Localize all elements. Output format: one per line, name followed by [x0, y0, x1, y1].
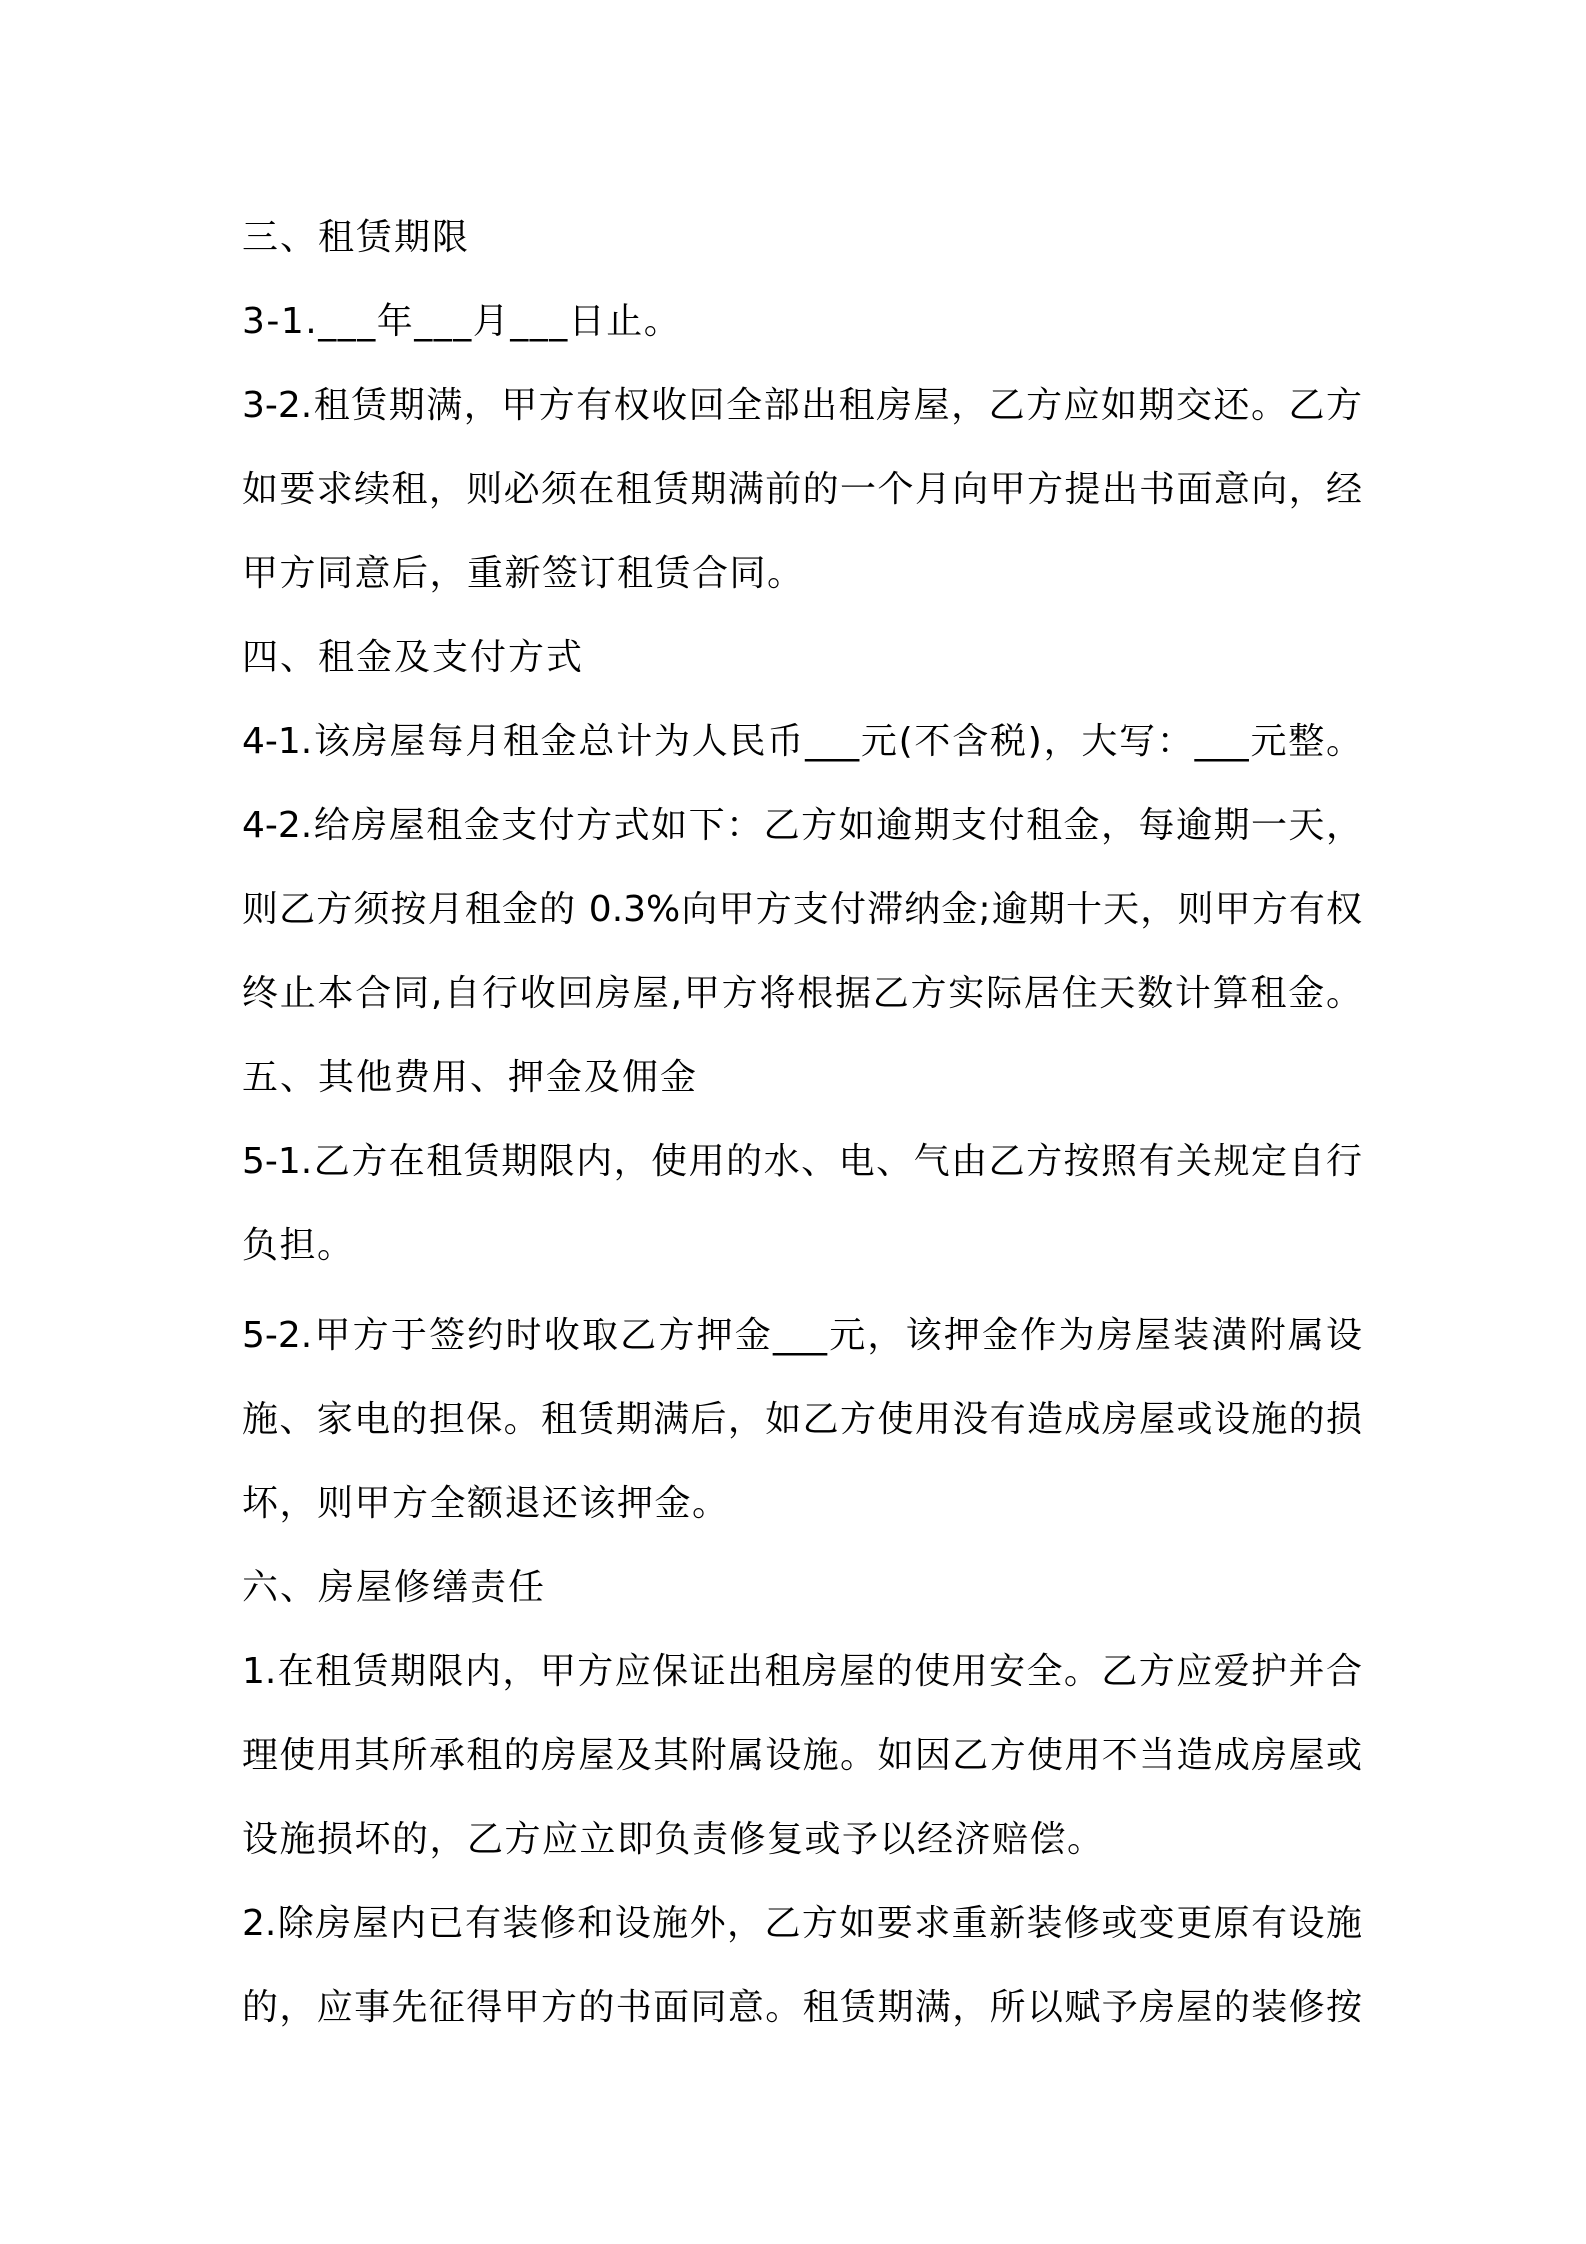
section-heading-lease-term: 三、租赁期限	[242, 217, 471, 258]
clause-3-2-line-3: 甲方同意后，重新签订租赁合同。	[242, 553, 805, 594]
document-page	[242, 196, 1362, 2050]
clause-4-2-line-1: 4-2.给房屋租金支付方式如下：乙方如逾期支付租金，每逾期一天，	[242, 805, 1362, 846]
clause-5-2-line-3: 坏，则甲方全额退还该押金。	[242, 1483, 730, 1524]
section-heading-repair-responsibility: 六、房屋修缮责任	[242, 1567, 547, 1608]
clause-6-1-line-3: 设施损坏的，乙方应立即负责修复或予以经济赔偿。	[242, 1819, 1105, 1860]
clause-5-1-line-1: 5-1.乙方在租赁期限内，使用的水、电、气由乙方按照有关规定自行	[242, 1141, 1362, 1182]
clause-3-1: 3-1.___年___月___日止。	[242, 301, 682, 342]
clause-4-1: 4-1.该房屋每月租金总计为人民币___元(不含税)，大写：___元整。	[242, 721, 1362, 762]
clause-5-2-line-2: 施、家电的担保。租赁期满后，如乙方使用没有造成房屋或设施的损	[242, 1399, 1362, 1440]
clause-4-2-line-3: 终止本合同,自行收回房屋,甲方将根据乙方实际居住天数计算租金。	[242, 973, 1362, 1014]
clause-3-2-line-1: 3-2.租赁期满，甲方有权收回全部出租房屋，乙方应如期交还。乙方	[242, 385, 1362, 426]
clause-5-2-line-1: 5-2.甲方于签约时收取乙方押金___元，该押金作为房屋装潢附属设	[242, 1315, 1362, 1356]
clause-6-2-line-1: 2.除房屋内已有装修和设施外，乙方如要求重新装修或变更原有设施	[242, 1903, 1362, 1944]
clause-6-1-line-1: 1.在租赁期限内，甲方应保证出租房屋的使用安全。乙方应爱护并合	[242, 1651, 1362, 1692]
clause-6-1-line-2: 理使用其所承租的房屋及其附属设施。如因乙方使用不当造成房屋或	[242, 1735, 1362, 1776]
clause-3-2-line-2: 如要求续租，则必须在租赁期满前的一个月向甲方提出书面意向，经	[242, 469, 1362, 510]
clause-4-2-line-2: 则乙方须按月租金的 0.3%向甲方支付滞纳金;逾期十天，则甲方有权	[242, 889, 1362, 930]
section-heading-other-fees: 五、其他费用、押金及佣金	[242, 1057, 699, 1098]
clause-6-2-line-2: 的，应事先征得甲方的书面同意。租赁期满，所以赋予房屋的装修按	[242, 1987, 1362, 2028]
section-heading-rent-payment: 四、租金及支付方式	[242, 637, 585, 678]
clause-5-1-line-2: 负担。	[242, 1225, 355, 1266]
